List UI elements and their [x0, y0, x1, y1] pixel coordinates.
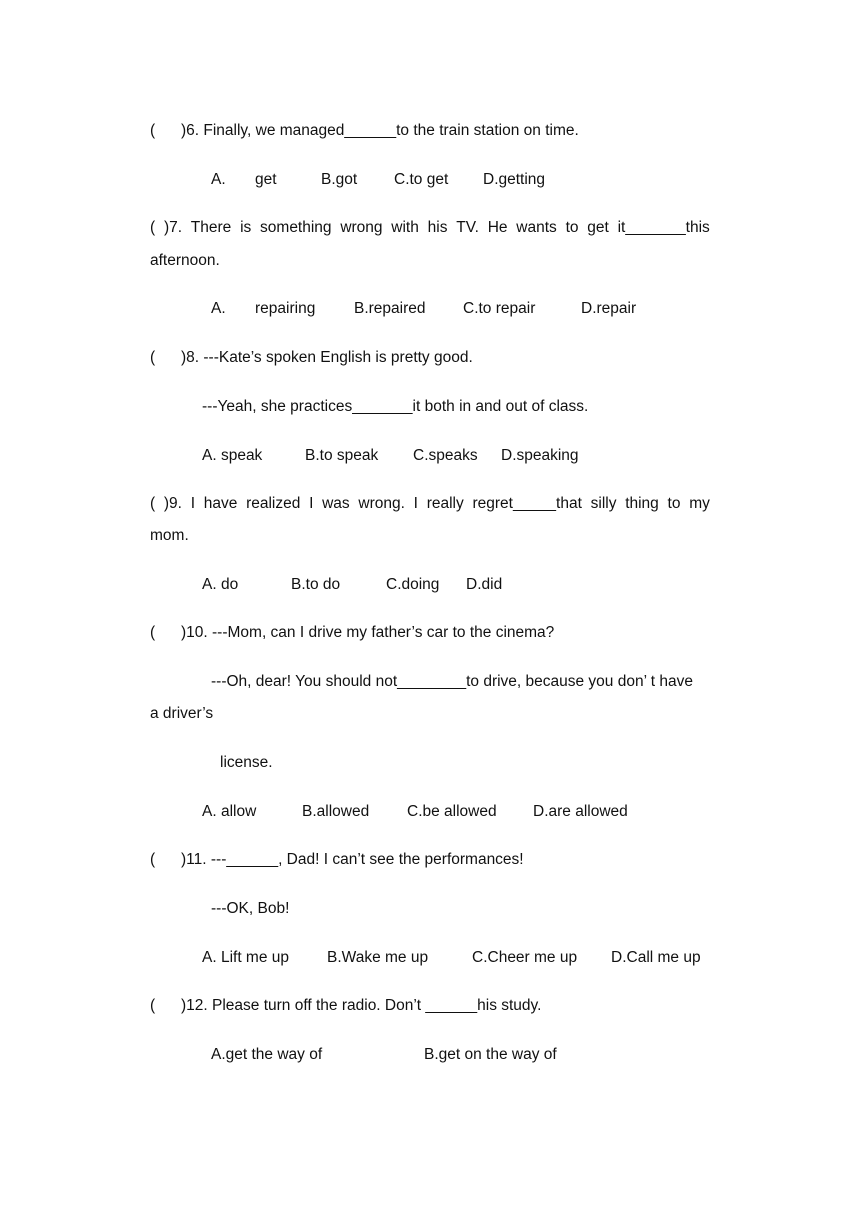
question-6-stem: ( )6. Finally, we managed______to the train station on time. [150, 122, 579, 139]
word: ( [150, 219, 156, 236]
word: really [426, 495, 464, 512]
question-10-option-a: A. allow [202, 803, 257, 820]
word: I [190, 495, 196, 512]
question-9-option-a: A. do [202, 576, 239, 593]
question-10-reply: ---Oh, dear! You should not________to drive, because you don’ t have [211, 673, 693, 690]
question-11-option-b: B.Wake me up [327, 949, 429, 966]
question-8-option-c: C.speaks [413, 447, 478, 464]
question-11-reply: ---OK, Bob! [211, 900, 290, 917]
word: wrong. [358, 495, 405, 512]
question-6-option-b: B.got [321, 171, 358, 188]
question-7-option-a-letter: A. [211, 300, 226, 317]
question-9-option-c: C.doing [386, 576, 440, 593]
word: wrong [340, 219, 383, 236]
word: to [565, 219, 579, 236]
word: get [587, 219, 609, 236]
question-10-stem: ( )10. ---Mom, can I drive my father’s car to the cinema? [150, 624, 555, 641]
question-10-option-d: D.are allowed [533, 803, 628, 820]
word: )7. [163, 219, 183, 236]
word: thing [625, 495, 659, 512]
word: something [260, 219, 332, 236]
question-11-option-a: A. Lift me up [202, 949, 290, 966]
question-8-option-d: D.speaking [501, 447, 579, 464]
question-12-option-a: A.get the way of [211, 1046, 323, 1063]
word: was [322, 495, 350, 512]
word: silly [590, 495, 617, 512]
question-11-option-d: D.Call me up [611, 949, 701, 966]
question-9-option-b: B.to do [291, 576, 341, 593]
question-8-stem: ( )8. ---Kate’s spoken English is pretty good. [150, 349, 473, 366]
word: I [309, 495, 314, 512]
question-10-option-c: C.be allowed [407, 803, 497, 820]
question-10-option-b: B.allowed [302, 803, 370, 820]
word: is [240, 219, 252, 236]
question-6-option-d: D.getting [483, 171, 546, 188]
question-6-option-a-letter: A. [211, 171, 226, 188]
question-7-option-b: B.repaired [354, 300, 426, 317]
question-7-option-d: D.repair [581, 300, 637, 317]
question-6-option-a: get [255, 171, 277, 188]
word: There [190, 219, 232, 236]
word: ( [150, 495, 156, 512]
question-9-option-d: D.did [466, 576, 503, 593]
question-11-stem: ( )11. ---______, Dad! I can’t see the performances! [150, 851, 524, 868]
question-7-stem [150, 218, 710, 238]
question-10-reply-continued: a driver’s [150, 705, 214, 722]
question-8-reply: ---Yeah, she practices_______it both in and out of class. [202, 398, 589, 415]
question-12-stem: ( )12. Please turn off the radio. Don’t ______his study. [150, 997, 542, 1014]
word: realized [246, 495, 301, 512]
word: it_______this [617, 219, 710, 236]
word: )9. [163, 495, 182, 512]
question-8-option-a: A. speak [202, 447, 263, 464]
question-9-stem [150, 494, 710, 514]
word: wants [516, 219, 557, 236]
question-7-stem-continued: afternoon. [150, 252, 220, 269]
question-11-option-c: C.Cheer me up [472, 949, 578, 966]
question-7-option-c: C.to repair [463, 300, 536, 317]
question-6-option-c: C.to get [394, 171, 449, 188]
word: my [689, 495, 710, 512]
question-9-stem-continued: mom. [150, 527, 189, 544]
question-12-option-b: B.get on the way of [424, 1046, 557, 1063]
word: his [427, 219, 448, 236]
word: TV. [456, 219, 479, 236]
word: with [391, 219, 419, 236]
word: He [487, 219, 508, 236]
question-7-option-a: repairing [255, 300, 316, 317]
word: regret_____that [472, 495, 582, 512]
word: have [203, 495, 238, 512]
question-8-option-b: B.to speak [305, 447, 379, 464]
question-10-reply-continued-2: license. [220, 754, 273, 771]
word: I [413, 495, 418, 512]
word: to [667, 495, 681, 512]
